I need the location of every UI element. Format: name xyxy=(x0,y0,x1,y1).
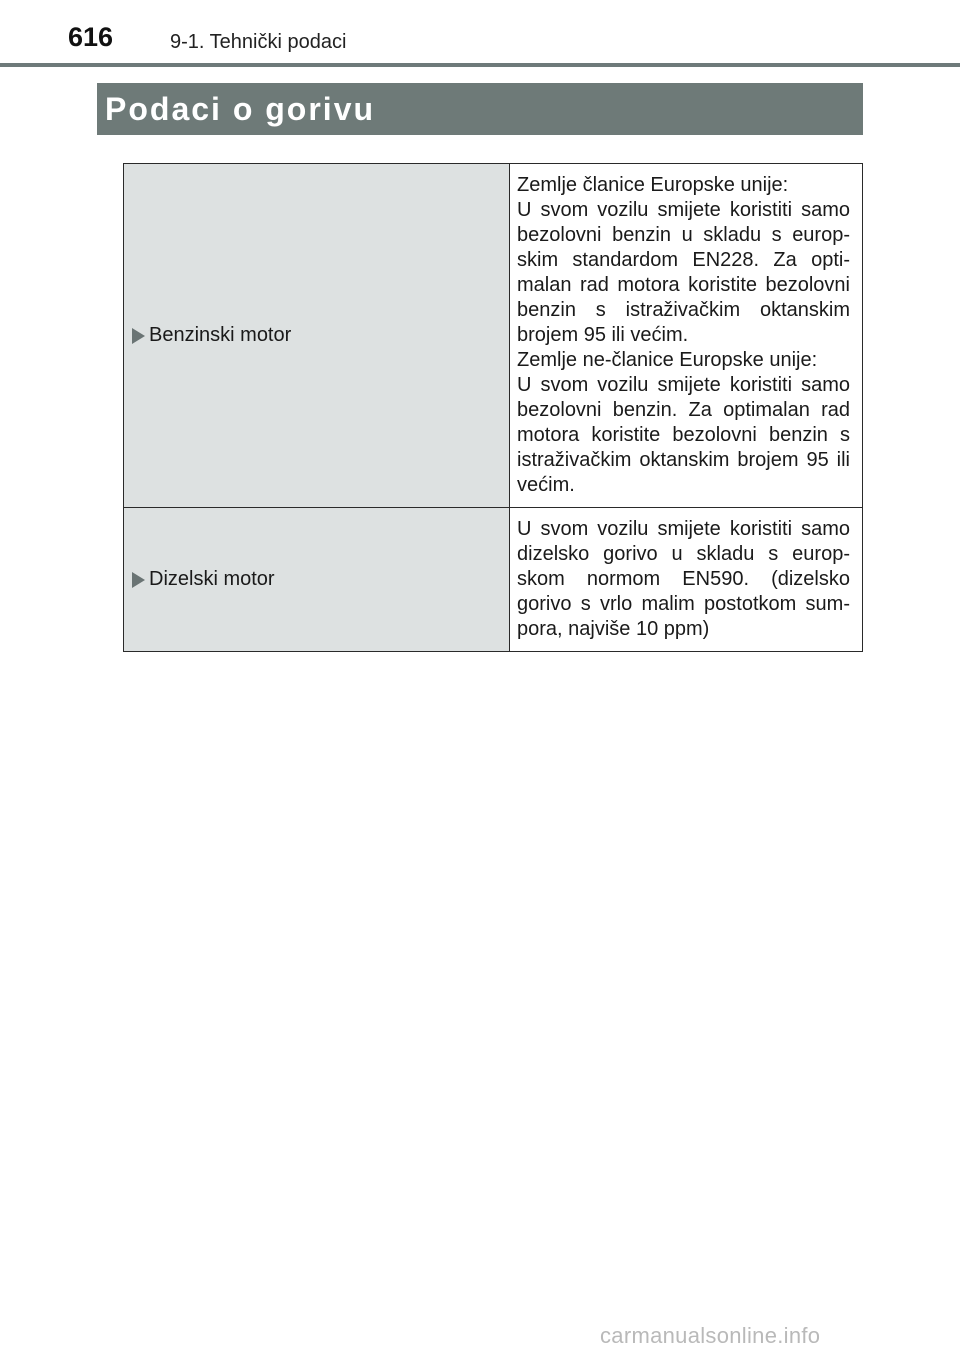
description-line: pora, najviše 10 ppm) xyxy=(517,618,710,640)
page-header xyxy=(0,0,960,68)
description-line: bezolovni benzin u skladu s europ- xyxy=(517,224,850,246)
description-line: Zemlje ne-članice Europske unije: xyxy=(517,349,818,371)
description-line: skom normom EN590. (dizelsko xyxy=(517,568,850,590)
description-line: U svom vozilu smijete koristiti samo xyxy=(517,199,850,221)
engine-type-cell xyxy=(124,508,510,652)
engine-type-cell xyxy=(124,164,510,508)
fuel-description-cell xyxy=(510,164,863,508)
header-divider xyxy=(0,63,960,67)
triangle-bullet-icon xyxy=(132,328,145,344)
description-line: malan rad motora koristite bezolovni xyxy=(517,274,850,296)
description-line: skim standardom EN228. Za opti- xyxy=(517,249,850,271)
description-line: gorivo s vrlo malim postotkom sum- xyxy=(517,593,850,615)
page-number: 616 xyxy=(68,22,114,52)
chapter-title: 9-1. Tehnički podaci xyxy=(170,31,347,53)
fuel-data-table xyxy=(123,163,863,652)
section-heading-band xyxy=(97,83,863,135)
description-line: većim. xyxy=(517,474,575,496)
engine-type-label: Dizelski motor xyxy=(149,568,275,590)
table-row-diesel xyxy=(124,508,863,652)
table-row-petrol xyxy=(124,164,863,508)
fuel-description-cell xyxy=(510,508,863,652)
triangle-bullet-icon xyxy=(132,572,145,588)
description-line: dizelsko gorivo u skladu s europ- xyxy=(517,543,850,565)
description-line: motora koristite bezolovni benzin s xyxy=(517,424,850,446)
description-line: Zemlje članice Europske unije: xyxy=(517,174,789,196)
description-line: U svom vozilu smijete koristiti samo xyxy=(517,518,850,540)
description-line: bezolovni benzin. Za optimalan rad xyxy=(517,399,850,421)
description-line: U svom vozilu smijete koristiti samo xyxy=(517,374,850,396)
section-title: Podaci o gorivu xyxy=(105,91,376,127)
description-line: brojem 95 ili većim. xyxy=(517,324,689,346)
description-line: istraživačkim oktanskim brojem 95 ili xyxy=(517,449,850,471)
watermark: carmanualsonline.info xyxy=(600,1323,821,1348)
description-line: benzin s istraživačkim oktanskim xyxy=(517,299,850,321)
engine-type-label: Benzinski motor xyxy=(149,324,292,346)
